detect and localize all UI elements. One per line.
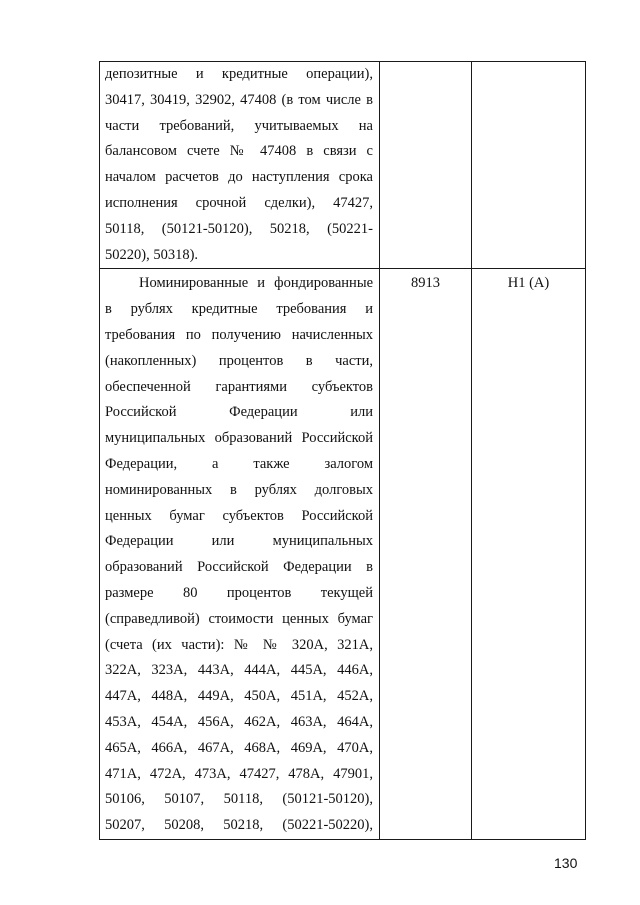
- text-line: 30417, 30419, 32902, 47408 (в том числе в: [105, 91, 373, 108]
- text-line: части требований, учитываемых на: [105, 117, 373, 134]
- text-line: депозитные и кредитные операции),: [105, 66, 373, 82]
- text-line: требования по получению начисленных: [105, 326, 373, 343]
- document-table: [99, 61, 586, 840]
- row-1-description: [100, 62, 379, 268]
- page-number: 130: [554, 855, 578, 871]
- group-cell: [472, 269, 586, 840]
- text-line: Российской Федерации или: [105, 404, 373, 421]
- text-line: 322А, 323А, 443А, 444А, 445А, 446А,: [105, 662, 373, 679]
- code-cell: [380, 62, 472, 269]
- text-line: (накопленных) процентов в части,: [105, 352, 373, 369]
- text-line: 50106, 50107, 50118, (50121-50120),: [105, 791, 373, 808]
- group-cell: [472, 62, 586, 269]
- text-line: 471А, 472А, 473А, 47427, 478А, 47901,: [105, 765, 373, 782]
- row-1-code: [380, 62, 471, 64]
- text-line: 50220), 50318).: [105, 246, 199, 263]
- text-line: номинированных в рублях долговых: [105, 481, 373, 498]
- text-line: муниципальных образований Российской: [105, 430, 373, 447]
- text-line: размере 80 процентов текущей: [105, 584, 373, 601]
- text-line: образований Российской Федерации в: [105, 559, 373, 576]
- row-1-group: [472, 62, 585, 64]
- text-line: началом расчетов до наступления срока: [105, 169, 373, 186]
- text-line: ценных бумаг субъектов Российской: [105, 507, 373, 524]
- text-line: (справедливой) стоимости ценных бумаг: [105, 610, 373, 627]
- text-line: Федерации или муниципальных: [105, 533, 373, 550]
- description-cell: [100, 62, 380, 269]
- text-line: Федерации, а также залогом: [105, 455, 373, 472]
- text-line: 465А, 466А, 467А, 468А, 469А, 470А,: [105, 739, 373, 756]
- text-line: (счета (их части): № № 320А, 321А,: [105, 636, 373, 653]
- text-line: в рублях кредитные требования и: [105, 301, 373, 318]
- description-cell: [100, 269, 380, 840]
- text-line: исполнения срочной сделки), 47427,: [105, 194, 373, 211]
- text-line: 453А, 454А, 456А, 462А, 463А, 464А,: [105, 713, 373, 730]
- text-line: обеспеченной гарантиями субъектов: [105, 378, 373, 395]
- text-line: Номинированные и фондированные: [139, 275, 373, 292]
- text-line: 447А, 448А, 449А, 450А, 451А, 452А,: [105, 688, 373, 705]
- text-line: балансовом счете № 47408 в связи с: [105, 143, 373, 160]
- row-2-group: Н1 (А): [507, 275, 550, 292]
- table-row: [100, 62, 586, 269]
- code-cell: [380, 269, 472, 840]
- row-2-code: 8913: [411, 275, 440, 292]
- text-line: 50207, 50208, 50218, (50221-50220),: [105, 817, 373, 834]
- table-row: [100, 269, 586, 840]
- row-2-description: [100, 269, 379, 839]
- text-line: 50118, (50121-50120), 50218, (50221-: [105, 220, 373, 237]
